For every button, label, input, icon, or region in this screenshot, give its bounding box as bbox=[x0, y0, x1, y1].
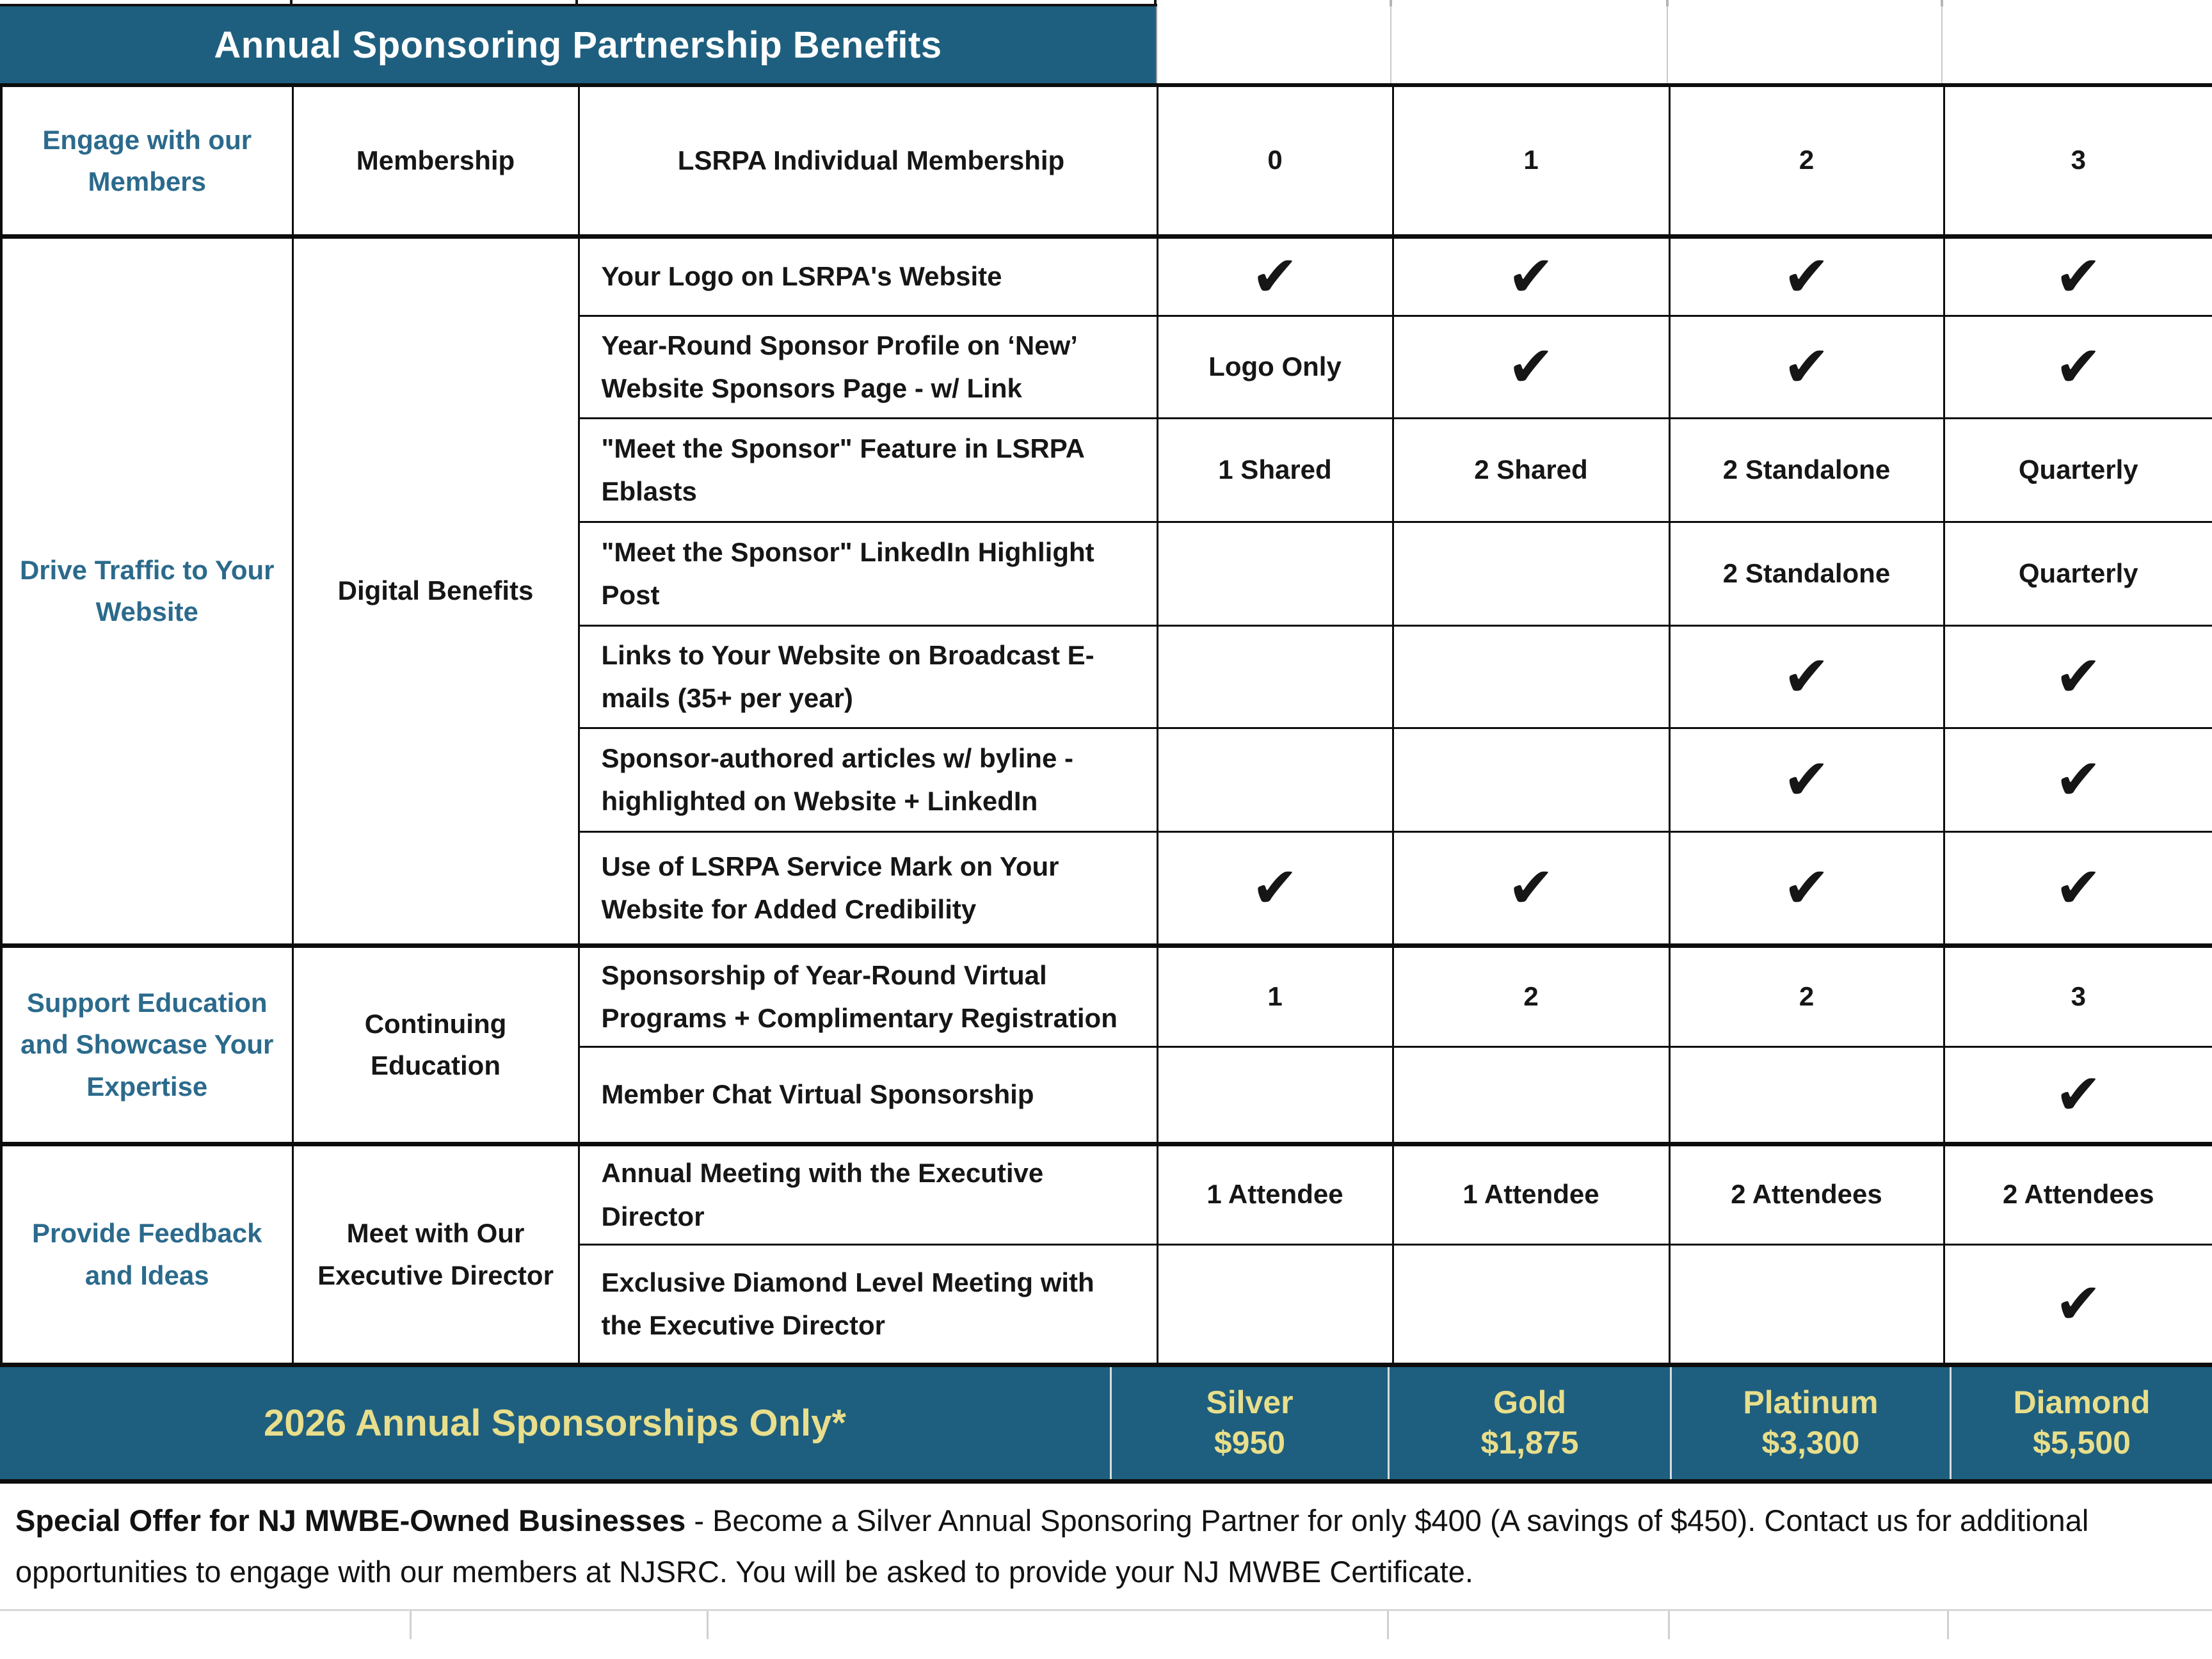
grid-line bbox=[1387, 1611, 1389, 1639]
special-offer-text: - Become a Silver Annual Sponsoring Partner for only $400 (A savings of $450). Contact us for additional opportunities to engage with our members at NJSRC. You will be asked to provide your NJ MWBE Certificate. bbox=[15, 1503, 2089, 1589]
benefit-cell: Annual Meeting with the Executive Director bbox=[579, 1144, 1157, 1244]
special-offer-lead: Special Offer for NJ MWBE-Owned Businesses bbox=[15, 1503, 686, 1537]
subcategory-cell: Membership bbox=[293, 85, 579, 236]
category-cell: Provide Feedback and Ideas bbox=[1, 1144, 293, 1365]
value-cell-platinum bbox=[1669, 1244, 1944, 1365]
tier-platinum bbox=[1670, 1367, 1950, 1479]
benefits-table bbox=[0, 83, 2212, 1367]
value-cell-silver: ✔ bbox=[1157, 831, 1393, 945]
subcategory-cell: Continuing Education bbox=[293, 945, 579, 1144]
benefit-cell: Member Chat Virtual Sponsorship bbox=[579, 1046, 1157, 1144]
value-cell-platinum: ✔ bbox=[1669, 831, 1944, 945]
value-cell-gold: ✔ bbox=[1393, 316, 1669, 418]
value-cell-diamond: ✔ bbox=[1944, 1244, 2212, 1365]
benefit-cell: Your Logo on LSRPA's Website bbox=[579, 236, 1157, 316]
value-cell-gold: 1 bbox=[1393, 85, 1669, 236]
tier-price: $3,300 bbox=[1761, 1425, 1860, 1461]
value-cell-gold bbox=[1393, 728, 1669, 831]
benefit-cell: Sponsor-authored articles w/ byline - highlighted on Website + LinkedIn bbox=[579, 728, 1157, 831]
grid-line bbox=[1941, 6, 1943, 83]
value-cell-silver: 0 bbox=[1157, 85, 1393, 236]
value-cell-gold bbox=[1393, 1244, 1669, 1365]
top-edge-strip bbox=[0, 0, 2212, 6]
value-cell-silver bbox=[1157, 522, 1393, 625]
value-cell-silver bbox=[1157, 728, 1393, 831]
grid-line bbox=[1667, 6, 1668, 83]
value-cell-platinum: ✔ bbox=[1669, 236, 1944, 316]
grid-line bbox=[1390, 6, 1391, 83]
value-cell-diamond: ✔ bbox=[1944, 625, 2212, 728]
grid-stub bbox=[290, 0, 293, 6]
value-cell-diamond: ✔ bbox=[1944, 236, 2212, 316]
benefit-cell: "Meet the Sponsor" Feature in LSRPA Eblasts bbox=[579, 418, 1157, 522]
table-row bbox=[1, 236, 2212, 316]
table-row bbox=[1, 945, 2212, 1046]
page-title: Annual Sponsoring Partnership Benefits bbox=[214, 24, 942, 66]
grid-line bbox=[707, 1611, 709, 1639]
category-cell: Engage with our Members bbox=[1, 85, 293, 236]
bottom-partial-row bbox=[0, 1609, 2212, 1639]
tier-name: Platinum bbox=[1743, 1384, 1879, 1420]
table-row bbox=[1, 1144, 2212, 1244]
value-cell-diamond: 2 Attendees bbox=[1944, 1144, 2212, 1244]
benefit-cell: Sponsorship of Year-Round Virtual Programs + Complimentary Registration bbox=[579, 945, 1157, 1046]
special-offer-note bbox=[0, 1484, 2212, 1609]
value-cell-platinum: 2 Attendees bbox=[1669, 1144, 1944, 1244]
value-cell-silver: 1 Shared bbox=[1157, 418, 1393, 522]
grid-stub bbox=[1941, 0, 1943, 6]
value-cell-platinum: ✔ bbox=[1669, 625, 1944, 728]
tier-price: $1,875 bbox=[1480, 1425, 1579, 1461]
grid-line bbox=[1947, 1611, 1949, 1639]
value-cell-diamond: 3 bbox=[1944, 945, 2212, 1046]
grid-line bbox=[1668, 1611, 1670, 1639]
value-cell-diamond: ✔ bbox=[1944, 1046, 2212, 1144]
benefit-cell: Year-Round Sponsor Profile on ‘New’ Website Sponsors Page - w/ Link bbox=[579, 316, 1157, 418]
tier-diamond bbox=[1950, 1367, 2212, 1479]
tier-price: $950 bbox=[1214, 1425, 1286, 1461]
grid-line bbox=[410, 1611, 412, 1639]
value-cell-gold: 1 Attendee bbox=[1393, 1144, 1669, 1244]
value-cell-gold: ✔ bbox=[1393, 236, 1669, 316]
category-cell: Drive Traffic to Your Website bbox=[1, 236, 293, 945]
title-band bbox=[0, 6, 1156, 83]
value-cell-platinum: 2 bbox=[1669, 945, 1944, 1046]
value-cell-silver: Logo Only bbox=[1157, 316, 1393, 418]
value-cell-gold bbox=[1393, 625, 1669, 728]
grid-stub bbox=[1666, 0, 1669, 6]
grid-stub bbox=[575, 0, 578, 6]
value-cell-silver bbox=[1157, 625, 1393, 728]
value-cell-diamond: ✔ bbox=[1944, 316, 2212, 418]
grid-stub bbox=[1154, 0, 1157, 6]
category-cell: Support Education and Showcase Your Expertise bbox=[1, 945, 293, 1144]
header-row bbox=[0, 6, 2212, 83]
value-cell-gold bbox=[1393, 522, 1669, 625]
value-cell-gold bbox=[1393, 1046, 1669, 1144]
value-cell-gold: 2 bbox=[1393, 945, 1669, 1046]
value-cell-platinum: 2 bbox=[1669, 85, 1944, 236]
subcategory-cell: Meet with Our Executive Director bbox=[293, 1144, 579, 1365]
benefit-cell: Exclusive Diamond Level Meeting with the Executive Director bbox=[579, 1244, 1157, 1365]
pricing-band bbox=[0, 1367, 2212, 1484]
benefit-cell: Use of LSRPA Service Mark on Your Website for Added Credibility bbox=[579, 831, 1157, 945]
value-cell-platinum: ✔ bbox=[1669, 728, 1944, 831]
benefit-cell: LSRPA Individual Membership bbox=[579, 85, 1157, 236]
value-cell-diamond: ✔ bbox=[1944, 831, 2212, 945]
value-cell-platinum: ✔ bbox=[1669, 316, 1944, 418]
value-cell-silver: ✔ bbox=[1157, 236, 1393, 316]
value-cell-gold: ✔ bbox=[1393, 831, 1669, 945]
value-cell-diamond: Quarterly bbox=[1944, 418, 2212, 522]
tier-name: Gold bbox=[1493, 1384, 1566, 1420]
grid-stub bbox=[1390, 0, 1392, 6]
benefit-cell: "Meet the Sponsor" LinkedIn Highlight Post bbox=[579, 522, 1157, 625]
pricing-label: 2026 Annual Sponsorships Only* bbox=[264, 1402, 846, 1444]
value-cell-gold: 2 Shared bbox=[1393, 418, 1669, 522]
value-cell-silver bbox=[1157, 1244, 1393, 1365]
tier-name: Silver bbox=[1206, 1384, 1294, 1420]
header-right-blank bbox=[1156, 6, 2212, 83]
value-cell-platinum bbox=[1669, 1046, 1944, 1144]
benefit-cell: Links to Your Website on Broadcast E-mails (35+ per year) bbox=[579, 625, 1157, 728]
value-cell-diamond: ✔ bbox=[1944, 728, 2212, 831]
tier-silver bbox=[1110, 1367, 1388, 1479]
value-cell-diamond: Quarterly bbox=[1944, 522, 2212, 625]
value-cell-silver: 1 bbox=[1157, 945, 1393, 1046]
tier-gold bbox=[1388, 1367, 1670, 1479]
value-cell-platinum: 2 Standalone bbox=[1669, 522, 1944, 625]
value-cell-silver bbox=[1157, 1046, 1393, 1144]
grid-line bbox=[1156, 6, 1157, 83]
tier-price: $5,500 bbox=[2033, 1425, 2131, 1461]
value-cell-silver: 1 Attendee bbox=[1157, 1144, 1393, 1244]
value-cell-diamond: 3 bbox=[1944, 85, 2212, 236]
value-cell-platinum: 2 Standalone bbox=[1669, 418, 1944, 522]
tier-name: Diamond bbox=[2013, 1384, 2151, 1420]
subcategory-cell: Digital Benefits bbox=[293, 236, 579, 945]
table-row bbox=[1, 85, 2212, 236]
